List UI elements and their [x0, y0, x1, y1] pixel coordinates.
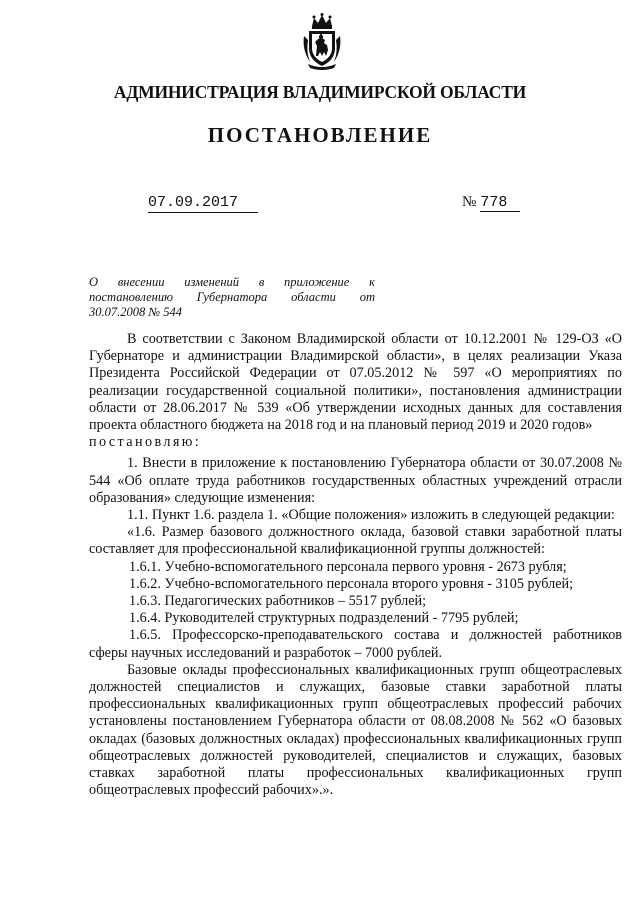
document-number [462, 194, 520, 212]
document-date: 07.09.2017 [148, 194, 258, 213]
preamble-paragraph: В соответствии с Законом Владимирской области от 10.12.2001 № 129-ОЗ «О Губернаторе и администрации Владимирской области», в целях реализации Указа Президента Российской Федерации от 07.05.2012 № 597 «О мероприятиях по реализации государственной социальной политики», постановления администрации области от 28.06.2017 № 539 «Об утверждении исходных данных для составления проекта областного бюджета на 2018 год и на плановый период 2019 и 2020 годов» [89, 331, 622, 434]
sub-item: 1.6.5. Профессорско-преподавательского состава и должностей работников сферы научных исследований и разработок – 7000 рублей. [89, 627, 622, 661]
sub-item: 1.6.4. Руководителей структурных подразделений - 7795 рублей; [129, 610, 519, 627]
item-1-1-paragraph: 1.1. Пункт 1.6. раздела 1. «Общие положения» изложить в следующей редакции: [127, 507, 615, 524]
item-1-6-paragraph: «1.6. Размер базового должностного оклада, базовой ставки заработной платы составляет для профессиональной квалификационной группы должностей: [89, 524, 622, 558]
document-body [89, 331, 622, 799]
document-type: ПОСТАНОВЛЕНИЕ [207, 123, 433, 147]
sub-item: 1.6.1. Учебно-вспомогательного персонала первого уровня - 2673 рубля; [129, 558, 567, 575]
document-subject [89, 275, 375, 320]
number-value: 778 [480, 194, 520, 212]
sub-item: 1.6.3. Педагогических работников – 5517 рублей; [129, 593, 427, 610]
number-label: № [462, 194, 477, 210]
organization-title: АДМИНИСТРАЦИЯ ВЛАДИМИРСКОЙ ОБЛАСТИ [113, 82, 527, 102]
sub-item: 1.6.2. Учебно-вспомогательного персонала второго уровня - 3105 рублей; [129, 575, 574, 592]
closing-paragraph: Базовые оклады профессиональных квалификационных групп общеотраслевых должностей специалистов и служащих, базовые ставки заработной платы профессиональных квалификационных групп общеотраслевых профессий рабочих установлены постановлением Губернатора области от 08.08.2008 № 562 «О базовых окладах (базовых должностных окладах) профессиональных квалификационных групп общеотраслевых должностей руководителей, специалистов и служащих, базовых ставках заработной платы профессиональных квалификационных групп общеотраслевых профессий рабочих».». [89, 661, 622, 799]
coat-of-arms-vladimir-icon [300, 12, 344, 70]
subject-line: 30.07.2008 № 544 [89, 305, 183, 319]
subject-line: О внесении изменений в приложение к [89, 275, 375, 289]
item-1-paragraph: 1. Внести в приложение к постановлению Губернатора области от 30.07.2008 № 544 «Об оплате труда работников государственных областных учреждений отрасли образования» следующие изменения: [89, 455, 622, 506]
subject-line: постановлению Губернатора области от [89, 290, 375, 304]
decree-word: постановляю: [89, 434, 202, 451]
